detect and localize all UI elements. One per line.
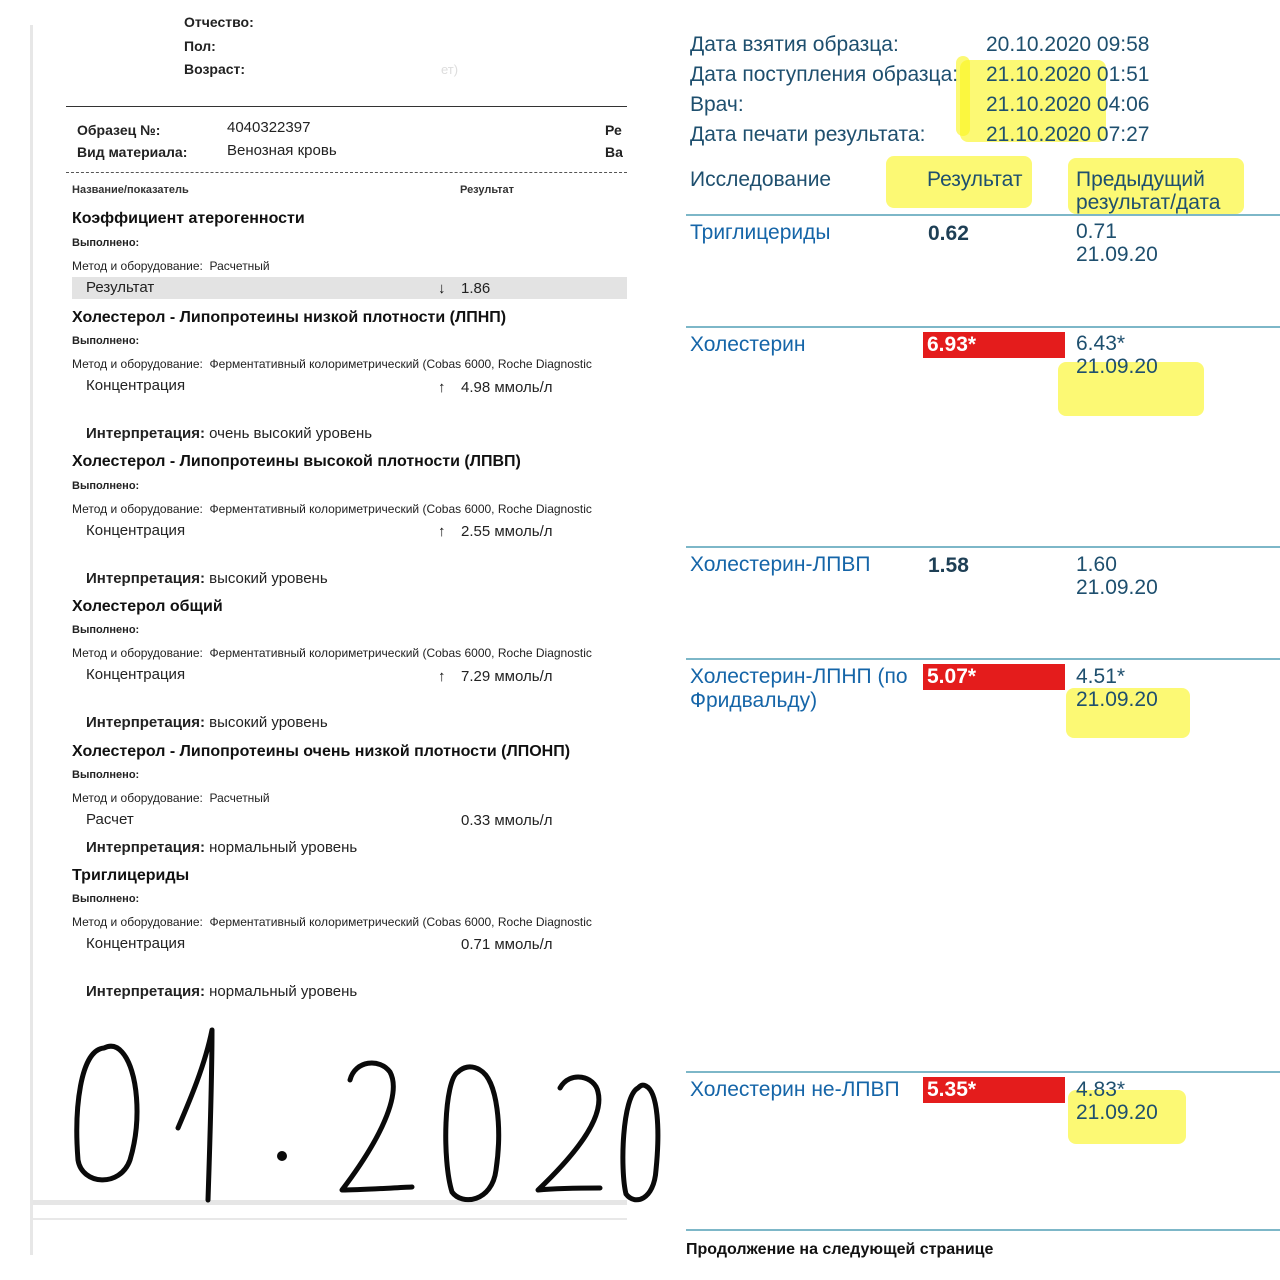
row-previous: 1.60 21.09.20 [1076, 553, 1158, 599]
meta-label: Врач: [690, 93, 744, 116]
arrow-down-icon: ↓ [438, 280, 446, 297]
measure-value: 1.86 [461, 280, 491, 297]
done-label: Выполнено: [72, 769, 140, 781]
row-previous: 4.83* 21.09.20 [1076, 1078, 1158, 1124]
row-divider [686, 1071, 1280, 1073]
column-header-name: Название/показатель [72, 184, 189, 196]
measure-label: Расчет [86, 811, 134, 828]
continuation-note: Продолжение на следующей странице [686, 1241, 994, 1258]
column-header-study: Исследование [690, 168, 832, 191]
sample-number-value: 4040322397 [227, 119, 311, 136]
section-title: Холестерол общий [72, 598, 223, 615]
interpretation: Интерпретация: высокий уровень [86, 714, 328, 731]
row-result: 0.62 [928, 222, 969, 245]
handwritten-date [60, 1010, 680, 1210]
meta-value: 21.10.2020 01:51 [986, 63, 1150, 86]
result-flag-high: 5.07* [923, 664, 1065, 690]
result-row-bg [72, 277, 627, 299]
method-label: Метод и оборудование: Расчетный [72, 259, 270, 273]
page-bottom-edge-2 [33, 1218, 627, 1220]
meta-value: 21.10.2020 04:06 [986, 93, 1150, 116]
method-label: Метод и оборудование: Ферментативный колориметрический (Cobas 6000, Roche Diagnostic [72, 915, 592, 929]
method-label: Метод и оборудование: Ферментативный колориметрический (Cobas 6000, Roche Diagnostic [72, 357, 592, 371]
row-name: Холестерин [690, 333, 806, 356]
meta-value: 21.10.2020 07:27 [986, 123, 1150, 146]
lab-report-right [660, 0, 1280, 1280]
done-label: Выполнено: [72, 237, 140, 249]
done-label: Выполнено: [72, 624, 140, 636]
method-label: Метод и оборудование: Расчетный [72, 791, 270, 805]
measure-value: 7.29 ммоль/л [461, 668, 553, 685]
measure-label: Концентрация [86, 377, 186, 394]
age-label: Возраст: [184, 61, 246, 77]
row-name: Триглицериды [690, 221, 831, 244]
arrow-up-icon: ↑ [438, 668, 446, 685]
arrow-up-icon: ↑ [438, 379, 446, 396]
row-divider [686, 1229, 1280, 1231]
column-header-previous: Предыдущий результат/дата [1076, 168, 1221, 214]
measure-value: 2.55 ммоль/л [461, 523, 553, 540]
result-flag-high: 5.35* [923, 1077, 1065, 1103]
cropped-label-2: Ва [605, 144, 623, 160]
row-name: Холестерин-ЛПНП (по Фридвальду) [690, 665, 908, 712]
row-name: Холестерин-ЛПВП [690, 553, 871, 576]
row-divider [686, 658, 1280, 660]
section-title: Холестерол - Липопротеины низкой плотности (ЛПНП) [72, 309, 507, 326]
arrow-up-icon: ↑ [438, 523, 446, 540]
done-label: Выполнено: [72, 335, 140, 347]
column-header-result: Результат [927, 168, 1023, 191]
row-name: Холестерин не-ЛПВП [690, 1078, 900, 1101]
meta-label: Дата взятия образца: [690, 33, 899, 56]
row-previous: 6.43* 21.09.20 [1076, 332, 1158, 378]
interpretation: Интерпретация: высокий уровень [86, 570, 328, 587]
method-label: Метод и оборудование: Ферментативный колориметрический (Cobas 6000, Roche Diagnostic [72, 502, 592, 516]
done-label: Выполнено: [72, 480, 140, 492]
row-divider [686, 546, 1280, 548]
measure-label: Концентрация [86, 666, 186, 683]
measure-label: Результат [86, 279, 155, 296]
interpretation: Интерпретация: нормальный уровень [86, 839, 358, 856]
cropped-label-1: Ре [605, 122, 622, 138]
divider [66, 106, 627, 107]
meta-label: Дата печати результата: [690, 123, 926, 146]
material-value: Венозная кровь [227, 142, 337, 159]
dashed-divider [66, 172, 627, 173]
interpretation: Интерпретация: нормальный уровень [86, 983, 358, 1000]
material-label: Вид материала: [77, 144, 188, 160]
section-title: Холестерол - Липопротеины высокой плотности (ЛПВП) [72, 453, 521, 470]
column-header-result: Результат [460, 184, 515, 196]
row-result: 1.58 [928, 554, 969, 577]
section-title: Коэффициент атерогенности [72, 210, 305, 227]
row-divider [686, 214, 1280, 216]
measure-label: Концентрация [86, 935, 186, 952]
meta-value: 20.10.2020 09:58 [986, 33, 1150, 56]
row-previous: 0.71 21.09.20 [1076, 220, 1158, 266]
row-divider [686, 326, 1280, 328]
measure-value: 0.71 ммоль/л [461, 936, 553, 953]
row-previous: 4.51* 21.09.20 [1076, 665, 1158, 711]
interpretation: Интерпретация: очень высокий уровень [86, 425, 373, 442]
measure-label: Концентрация [86, 522, 186, 539]
age-suffix-faded: ет) [441, 62, 459, 77]
gender-label: Пол: [184, 38, 216, 54]
measure-value: 4.98 ммоль/л [461, 379, 553, 396]
section-title: Холестерол - Липопротеины очень низкой плотности (ЛПОНП) [72, 743, 571, 760]
meta-label: Дата поступления образца: [690, 63, 959, 86]
sample-number-label: Образец №: [77, 122, 161, 138]
section-title: Триглицериды [72, 867, 190, 884]
measure-value: 0.33 ммоль/л [461, 812, 553, 829]
done-label: Выполнено: [72, 893, 140, 905]
method-label: Метод и оборудование: Ферментативный колориметрический (Cobas 6000, Roche Diagnostic [72, 646, 592, 660]
result-flag-high: 6.93* [923, 332, 1065, 358]
patronymic-label: Отчество: [184, 14, 254, 30]
